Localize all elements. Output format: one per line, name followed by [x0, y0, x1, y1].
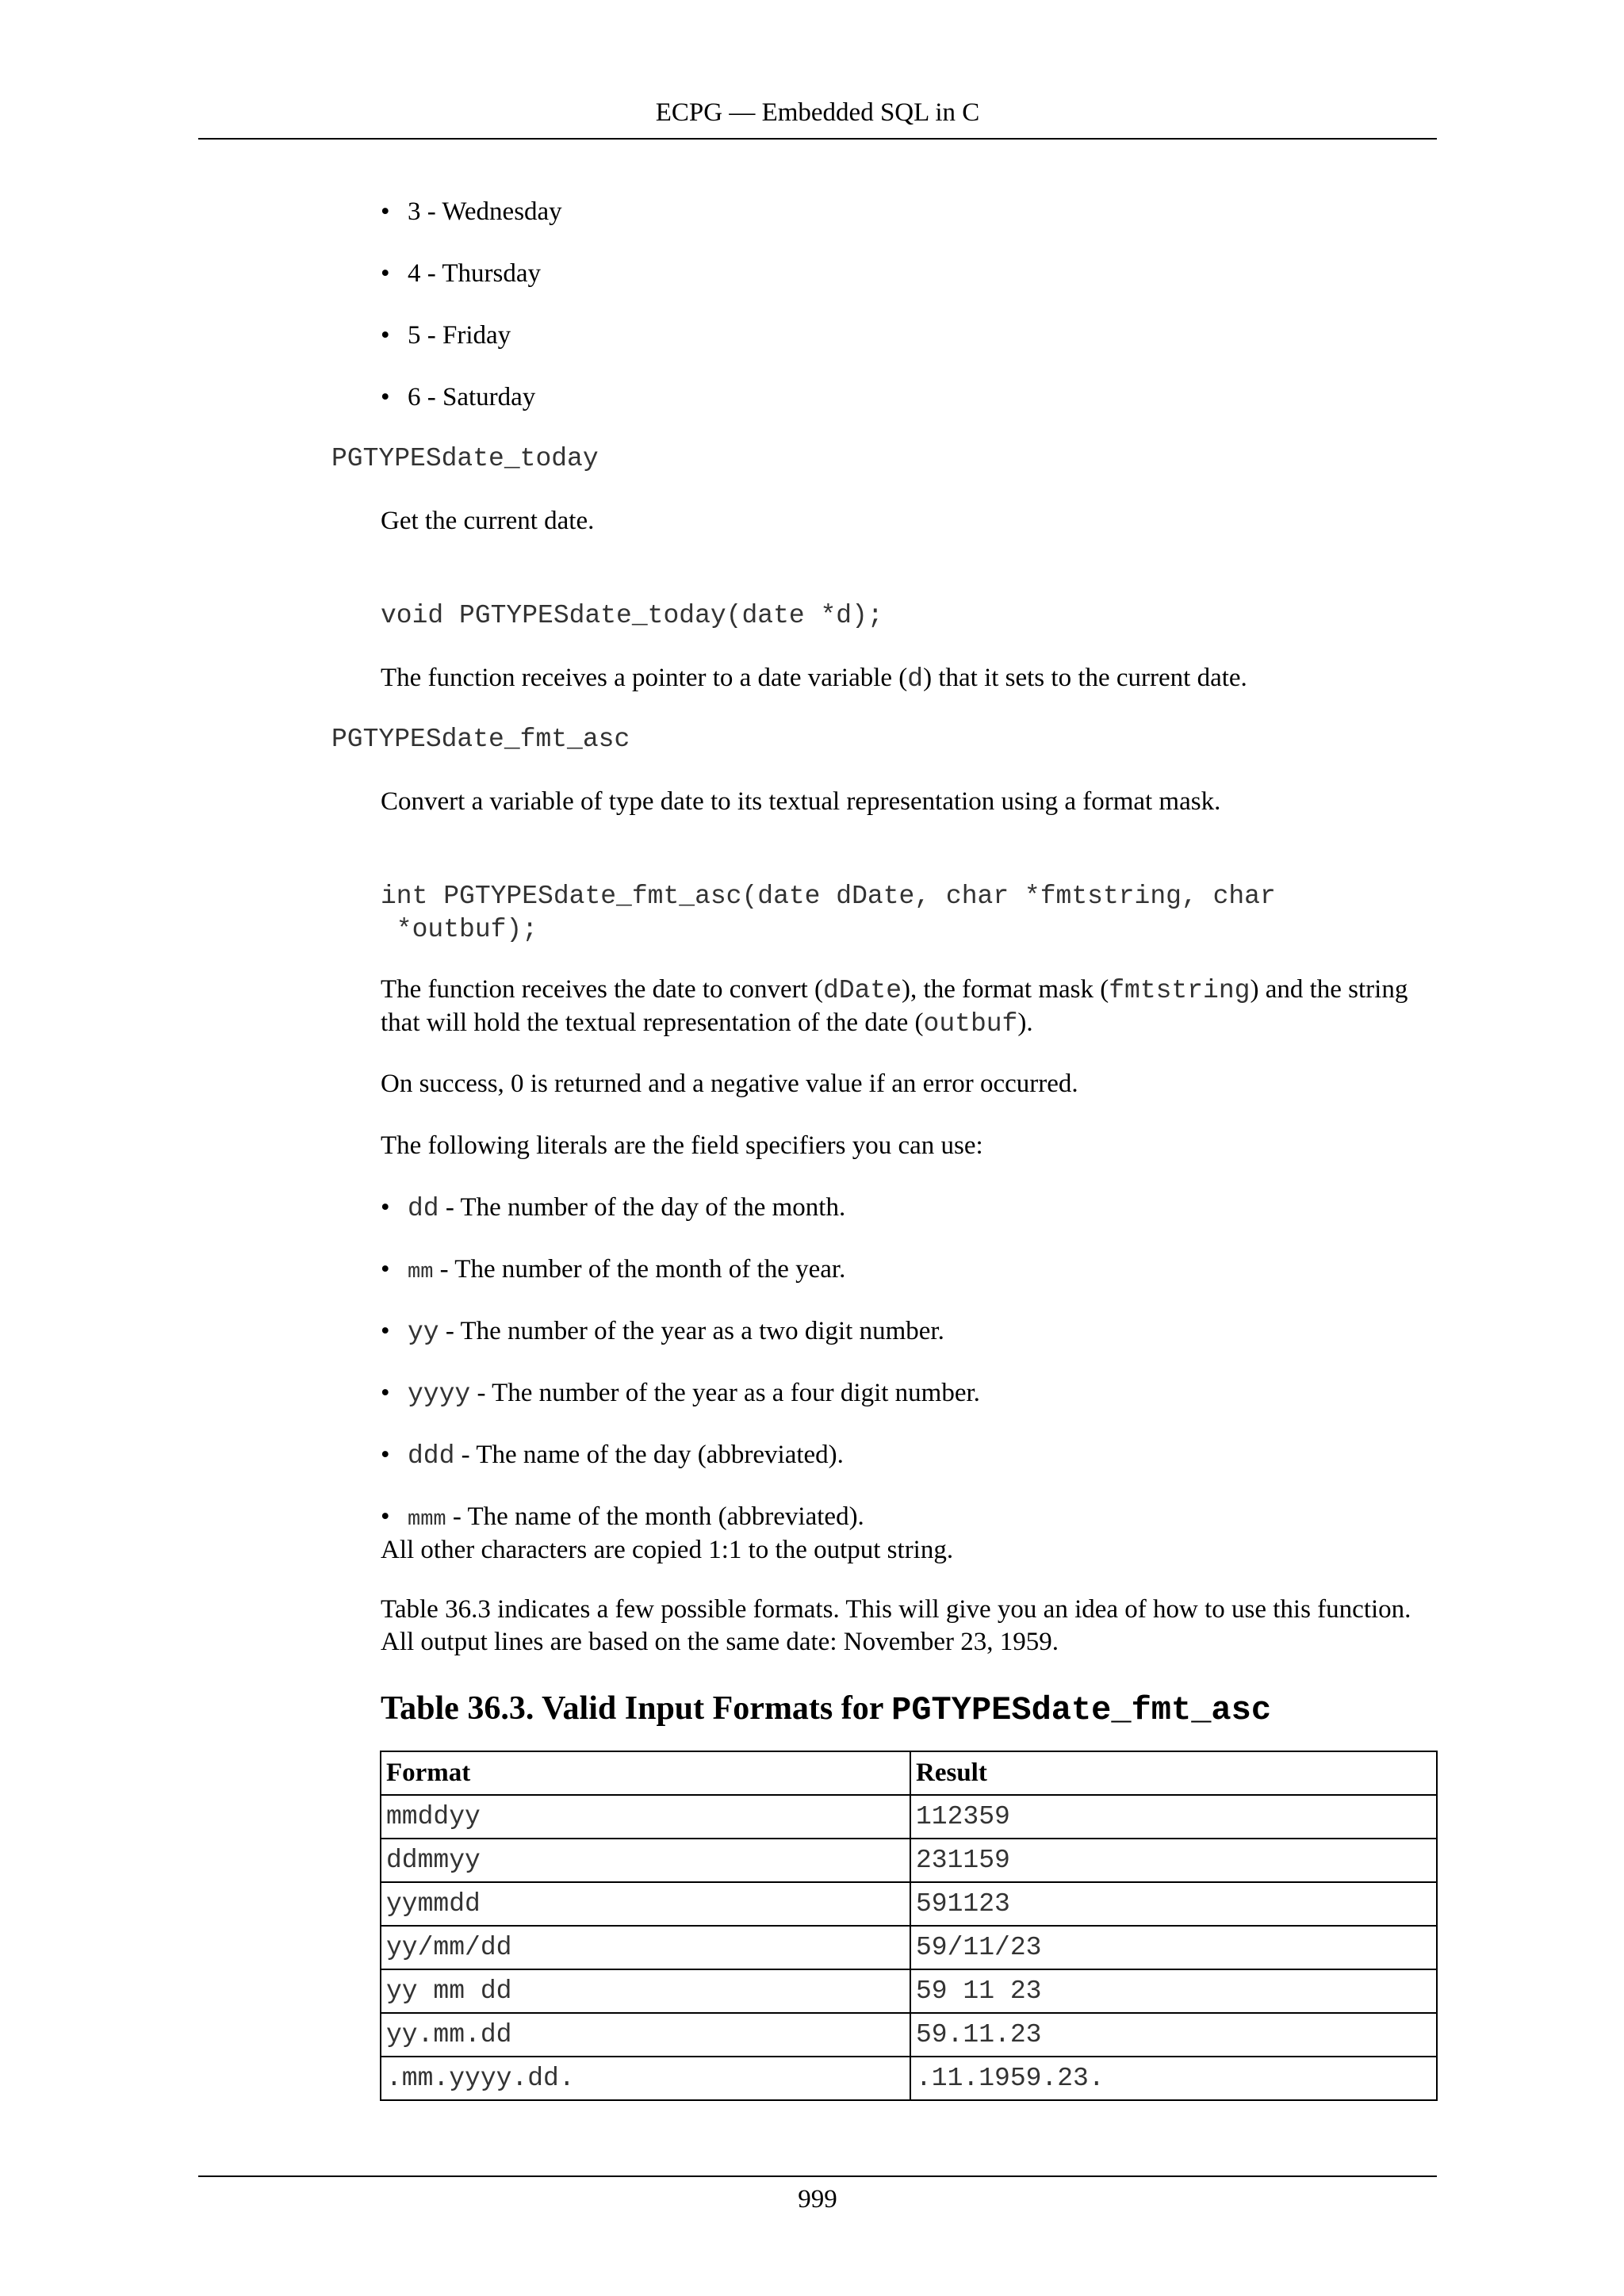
result-cell: 59.11.23 — [910, 2013, 1437, 2057]
list-item: 4 - Thursday — [408, 259, 542, 288]
text-run: - The number of the year as a two digit number. — [439, 1317, 944, 1345]
inline-code: mm — [408, 1261, 434, 1284]
list-item: 3 - Wednesday — [408, 197, 562, 226]
table-title — [381, 1685, 1271, 1734]
inline-code: outbuf — [923, 1009, 1018, 1039]
bullet-marker: • — [381, 259, 390, 288]
function-term-today: PGTYPESdate_today — [331, 444, 599, 473]
text-run: ) and the string that will hold the textual representation of the date ( — [381, 975, 1408, 1037]
text-run: Table 36.3. Valid Input Formats for — [381, 1690, 892, 1727]
list-item — [408, 1314, 944, 1349]
list-item: 5 - Friday — [408, 321, 511, 350]
bullet-marker: • — [381, 1441, 390, 1469]
table-intro: Table 36.3 indicates a few possible formats. This will give you an idea of how to use this function. All output lines are based on the same date: November 23, 1959. — [381, 1595, 1411, 1656]
inline-code: ddd — [408, 1441, 455, 1471]
bullet-marker: • — [381, 1193, 390, 1222]
literals-intro: The following literals are the field specifiers you can use: — [381, 1131, 983, 1160]
table-row — [381, 1882, 1437, 1926]
text-run: - The number of the month of the year. — [433, 1255, 846, 1284]
format-cell: yy mm dd — [381, 1969, 910, 2013]
table-row — [381, 2013, 1437, 2057]
result-cell: 112359 — [910, 1795, 1437, 1839]
inline-code: yyyy — [408, 1380, 471, 1409]
copied-note: All other characters are copied 1:1 to the output string. — [381, 1536, 954, 1564]
footer-rule — [198, 2175, 1437, 2177]
inline-code: fmtstring — [1109, 976, 1251, 1005]
table-row — [381, 1926, 1437, 1969]
format-cell: ddmmyy — [381, 1839, 910, 1882]
code-line: *outbuf); — [381, 915, 538, 944]
bullet-marker: • — [381, 321, 390, 350]
result-cell: .11.1959.23. — [910, 2057, 1437, 2100]
list-item — [408, 1253, 845, 1289]
inline-code: d — [907, 664, 924, 694]
code-signature: void PGTYPESdate_today(date *d); — [381, 601, 883, 630]
bullet-marker: • — [381, 1502, 390, 1531]
list-item — [408, 1376, 980, 1411]
function-explanation — [381, 661, 1247, 696]
result-cell: 591123 — [910, 1882, 1437, 1926]
column-header-format: Format — [381, 1751, 910, 1795]
running-header: ECPG — Embedded SQL in C — [655, 98, 980, 127]
format-cell: mmddyy — [381, 1795, 910, 1839]
text-run: The function receives a pointer to a date variable ( — [381, 664, 908, 692]
text-run: The function receives the date to convert ( — [381, 975, 824, 1004]
header-rule — [198, 138, 1437, 140]
text-run: ). — [1017, 1008, 1033, 1037]
table-header-row — [381, 1751, 1437, 1795]
result-cell: 59/11/23 — [910, 1926, 1437, 1969]
bullet-marker: • — [381, 383, 390, 411]
bullet-marker: • — [381, 1317, 390, 1345]
bullet-marker: • — [381, 1255, 390, 1284]
function-explanation — [381, 974, 1439, 1040]
code-line: int PGTYPESdate_fmt_asc(date dDate, char *fmtstring, char — [381, 882, 1276, 911]
bullet-marker: • — [381, 1379, 390, 1407]
text-run: - The name of the month (abbreviated). — [446, 1502, 864, 1531]
inline-code: mmm — [408, 1508, 446, 1532]
format-cell: yymmdd — [381, 1882, 910, 1926]
return-description: On success, 0 is returned and a negative value if an error occurred. — [381, 1070, 1078, 1098]
table-row — [381, 1795, 1437, 1839]
bullet-marker: • — [381, 197, 390, 226]
result-cell: 231159 — [910, 1839, 1437, 1882]
list-item — [408, 1191, 845, 1226]
list-item: 6 - Saturday — [408, 383, 536, 411]
list-item — [408, 1500, 864, 1536]
function-description: Get the current date. — [381, 507, 595, 535]
table-row — [381, 1839, 1437, 1882]
table-row — [381, 2057, 1437, 2100]
text-run: ), the format mask ( — [902, 975, 1109, 1004]
function-description: Convert a variable of type date to its textual representation using a format mask. — [381, 787, 1221, 816]
inline-code: PGTYPESdate_fmt_asc — [891, 1691, 1272, 1729]
text-run: ) that it sets to the current date. — [923, 664, 1247, 692]
function-term-fmt-asc: PGTYPESdate_fmt_asc — [331, 725, 630, 754]
format-cell: yy/mm/dd — [381, 1926, 910, 1969]
format-cell: .mm.yyyy.dd. — [381, 2057, 910, 2100]
code-signature — [381, 880, 1276, 947]
inline-code: dd — [408, 1194, 439, 1223]
inline-code: yy — [408, 1318, 439, 1347]
text-run: - The number of the year as a four digit number. — [470, 1379, 980, 1407]
text-run: - The name of the day (abbreviated). — [454, 1441, 844, 1469]
inline-code: dDate — [823, 976, 902, 1005]
table-row — [381, 1969, 1437, 2013]
format-cell: yy.mm.dd — [381, 2013, 910, 2057]
formats-table — [380, 1751, 1438, 2101]
column-header-result: Result — [910, 1751, 1437, 1795]
text-run: - The number of the day of the month. — [439, 1193, 846, 1222]
list-item — [408, 1438, 844, 1473]
result-cell: 59 11 23 — [910, 1969, 1437, 2013]
page-number: 999 — [798, 2185, 837, 2214]
